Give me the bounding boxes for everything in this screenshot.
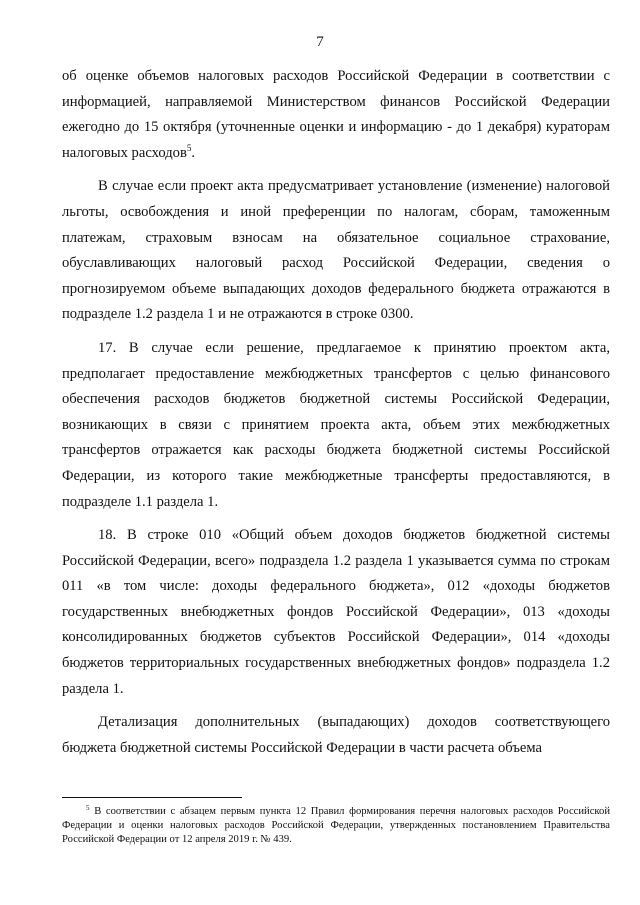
paragraph-end-punctuation: . bbox=[191, 144, 196, 161]
footnote-marker: 5 bbox=[86, 804, 90, 812]
footnote bbox=[62, 805, 610, 846]
footnote-text: В соответствии с абзацем первым пункта 12 Правил формирования перечня налоговых расходов Российской Федерации и оценки налоговых расходов Российской Федерации, утвержденных постановлением Правительства Российской Федерации от 12 апреля 2019 г. № 439. bbox=[62, 806, 610, 845]
paragraph-detalization: Детализация дополнительных (выпадающих) доходов соответствующего бюджета бюджетной системы Российской Федерации в части расчета объема bbox=[62, 714, 610, 756]
page-number: 7 bbox=[316, 34, 324, 50]
body-text bbox=[62, 64, 610, 761]
paragraph-text: об оценке объемов налоговых расходов Российской Федерации в соответствии с информацией, направляемой Министерством финансов Российской Федерации ежегодно до 15 октября (уточненные оценки и информацию - до 1 декабря) кураторам налоговых расходов bbox=[62, 68, 610, 161]
paragraph-continuation bbox=[62, 64, 610, 166]
footnote-reference[interactable]: 5 bbox=[186, 142, 192, 153]
footnote-divider bbox=[62, 797, 242, 798]
paragraph-item-18: 18. В строке 010 «Общий объем доходов бюджетов бюджетной системы Российской Федерации, всего» подраздела 1.2 раздела 1 указывается сумма по строкам 011 «в том числе: доходы федерального бюджета», 012 «доходы бюджетов государственных внебюджетных фондов Российской Федерации», 013 «доходы консолидированных бюджетов субъектов Российской Федерации», 014 «доходы бюджетов территориальных государственных внебюджетных фондов» подраздела 1.2 раздела 1. bbox=[62, 527, 610, 697]
paragraph-item-17: 17. В случае если решение, предлагаемое к принятию проектом акта, предполагает предоставление межбюджетных трансфертов с целью финансового обеспечения расходов бюджетов бюджетной системы Российской Федерации, возникающих в связи с принятием проекта акта, объем этих межбюджетных трансфертов отражается как расходы бюджета бюджетной системы Российской Федерации, из которого такие межбюджетные трансферты предоставляются, в подразделе 1.1 раздела 1. bbox=[62, 339, 610, 510]
paragraph-tax-benefit: В случае если проект акта предусматривает установление (изменение) налоговой льготы, освобождения и иной преференции по налогам, сборам, таможенным платежам, страховым взносам на обязательное социальное страхование, обуславливающих налоговый расход Российской Федерации, сведения о прогнозируемом объеме выпадающих доходов федерального бюджета отражаются в подразделе 1.2 раздела 1 и не отражаются в строке 0300. bbox=[62, 178, 610, 323]
